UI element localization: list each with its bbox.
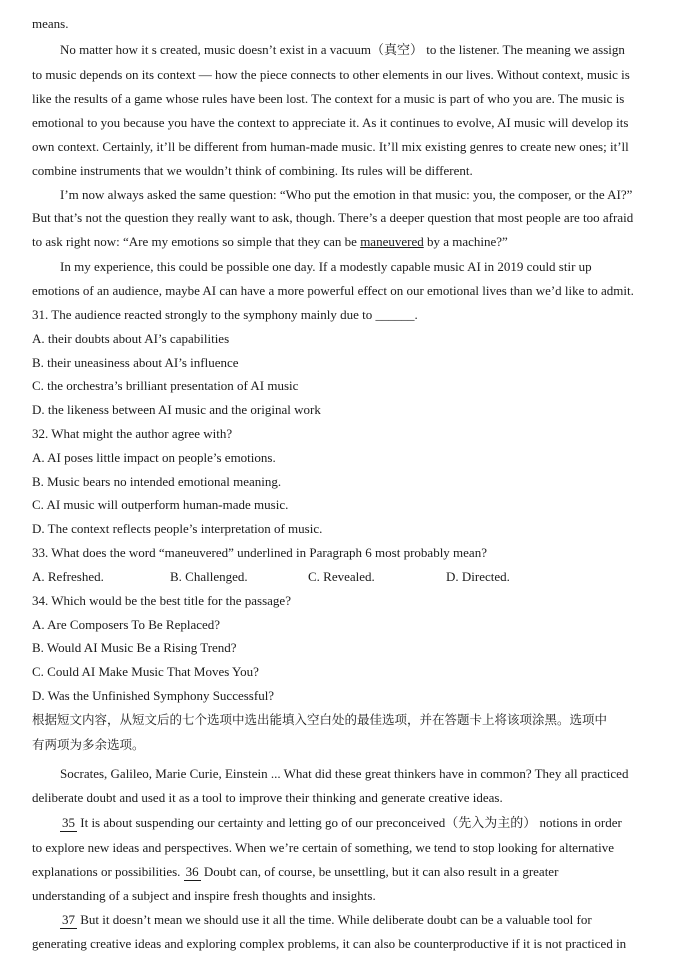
blank-36: 36 [185,864,199,879]
question-stem: 31. The audience reacted strongly to the symphony mainly due to [32,307,376,322]
option-34-b: B. Would AI Music Be a Rising Trend? [32,640,237,655]
passage-line: Socrates, Galileo, Marie Curie, Einstein ... What did these great thinkers have in common? They all practiced [60,766,629,781]
question-31 [32,307,418,323]
option-34-d: D. Was the Unfinished Symphony Successful? [32,688,275,703]
question-32: 32. What might the author agree with? [32,426,233,441]
underlined-word: maneuvered [360,234,424,249]
passage-line [60,815,622,831]
passage-line: emotions of an audience, maybe AI can have a more powerful effect on our emotional lives than we’d like to admit. [32,283,634,298]
passage-text: to ask right now: “Are my emotions so simple that they can be [32,234,361,249]
passage-text: It is about suspending our certainty and letting go of our preconceived（先入为主的） notions in order [77,815,622,830]
passage-text: Doubt can, of course, be unsettling, but it can also result in a greater [200,864,559,879]
passage-line: like the results of a game whose rules have been lost. The context for a music is part of who you are. The music is [32,91,625,106]
option-33-a: A. Refreshed. [32,569,104,584]
option-32-b: B. Music bears no intended emotional meaning. [32,474,282,489]
instruction-line: 根据短文内容，从短文后的七个选项中选出能填入空白处的最佳选项，并在答题卡上将该项涂黑。选项中 [32,712,608,727]
passage-text: by a machine?” [423,234,508,249]
option-32-c: C. AI music will outperform human-made music. [32,497,289,512]
option-32-d: D. The context reflects people’s interpretation of music. [32,521,323,536]
option-31-b: B. their uneasiness about AI’s influence [32,355,239,370]
blank-37: 37 [62,912,75,927]
passage-line: combine instruments that we wouldn’t think of combining. Its rules will be different. [32,163,473,178]
passage-line: means. [32,16,69,31]
passage-line: In my experience, this could be possible one day. If a modestly capable music AI in 2019 could stir up [60,259,592,274]
options-33 [32,569,662,585]
passage-line: But that’s not the question they really want to ask, though. There’s a deeper question that most people are too afraid [32,210,634,225]
passage-line: No matter how it s created, music doesn’t exist in a vacuum（真空） to the listener. The meaning we assign [60,42,625,57]
option-32-a: A. AI poses little impact on people’s emotions. [32,450,276,465]
option-33-d: D. Directed. [446,569,510,584]
question-33: 33. What does the word “maneuvered” underlined in Paragraph 6 most probably mean? [32,545,487,560]
passage-text: But it doesn’t mean we should use it all the time. While deliberate doubt can be a valuable tool for [77,912,592,927]
passage-line: I’m now always asked the same question: “Who put the emotion in that music: you, the composer, or the AI?” [60,187,633,202]
instruction-line: 有两项为多余选项。 [32,737,145,752]
blank-35: 35 [62,815,75,830]
passage-line: to music depends on its context — how the piece connects to other elements in our lives. Without context, music is [32,67,630,82]
question-stem-end: . [414,307,418,322]
passage-line: deliberate doubt and used it as a tool to improve their thinking and generate creative ideas. [32,790,503,805]
passage-text: explanations or possibilities. [32,864,184,879]
passage-line: to explore new ideas and perspectives. When we’re certain of something, we tend to stop looking for alternative [32,840,615,855]
passage-line [32,864,558,880]
passage-line [32,234,508,250]
option-31-c: C. the orchestra’s brilliant presentation of AI music [32,378,299,393]
option-34-a: A. Are Composers To Be Replaced? [32,617,221,632]
answer-blank: ______ [375,307,415,322]
option-34-c: C. Could AI Make Music That Moves You? [32,664,259,679]
passage-line: emotional to you because you have the context to appreciate it. As it continues to evolve, AI music will develop its [32,115,629,130]
passage-line [60,912,592,928]
option-33-b: B. Challenged. [170,569,248,584]
passage-line: generating creative ideas and exploring complex problems, it can also be counterproductive if it is not practiced in [32,936,627,951]
option-31-d: D. the likeness between AI music and the original work [32,402,321,417]
option-31-a: A. their doubts about AI’s capabilities [32,331,230,346]
passage-line: own context. Certainly, it’ll be different from human-made music. It’ll mix existing genres to create new ones; it’ll [32,139,629,154]
option-33-c: C. Revealed. [308,569,375,584]
question-34: 34. Which would be the best title for the passage? [32,593,291,608]
passage-line: understanding of a subject and inspire fresh thoughts and insights. [32,888,376,903]
